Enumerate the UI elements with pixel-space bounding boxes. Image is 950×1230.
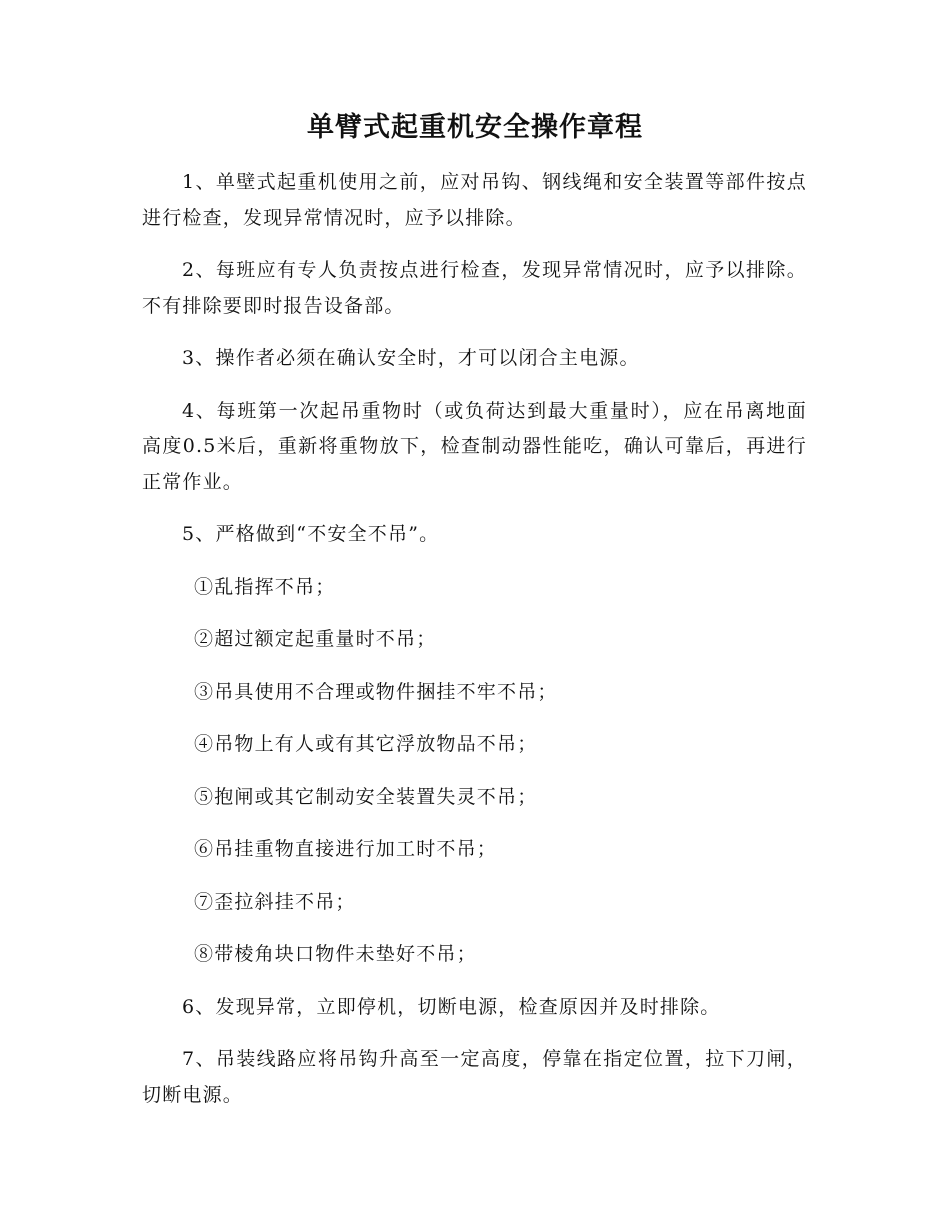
rule-item-2: ②超过额定起重量时不吊； [194, 628, 437, 650]
rule-item-6: ⑥吊挂重物直接进行加工时不吊； [194, 838, 498, 860]
paragraph-2: 2、每班应有专人负责按点进行检查，发现异常情况时，应予以排除。不有排除要即时报告设备部。 [142, 259, 807, 317]
document-body [142, 165, 807, 1130]
rule-item-4: ④吊物上有人或有其它浮放物品不吊； [194, 733, 538, 755]
rule-item-1: ①乱指挥不吊； [194, 575, 336, 598]
rule-item-5: ⑤抱闸或其它制动安全装置失灵不吊； [194, 785, 538, 808]
rule-item-7: ⑦歪拉斜挂不吊； [194, 890, 356, 913]
paragraph-6: 6、发现异常，立即停机，切断电源，检查原因并及时排除。 [182, 995, 721, 1018]
rule-item-8: ⑧带棱角块口物件未垫好不吊； [194, 943, 477, 965]
page-title: 单臂式起重机安全操作章程 [307, 112, 643, 143]
rule-item-3: ③吊具使用不合理或物件捆挂不牢不吊； [194, 680, 558, 703]
paragraph-3: 3、操作者必须在确认安全时，才可以闭合主电源。 [182, 347, 640, 369]
paragraph-7: 7、吊装线路应将吊钩升高至一定高度，停靠在指定位置，拉下刀闸，切断电源。 [142, 1048, 807, 1106]
paragraph-1: 1、单壁式起重机使用之前，应对吊钩、钢线绳和安全装置等部件按点进行检查，发现异常情况时，应予以排除。 [142, 171, 807, 229]
paragraph-5: 5、严格做到“不安全不吊”。 [182, 523, 440, 545]
paragraph-4: 4、每班第一次起吊重物时（或负荷达到最大重量时），应在吊离地面高度0.5米后，重新将重物放下，检查制动器性能吃，确认可靠后，再进行正常作业。 [142, 399, 807, 493]
